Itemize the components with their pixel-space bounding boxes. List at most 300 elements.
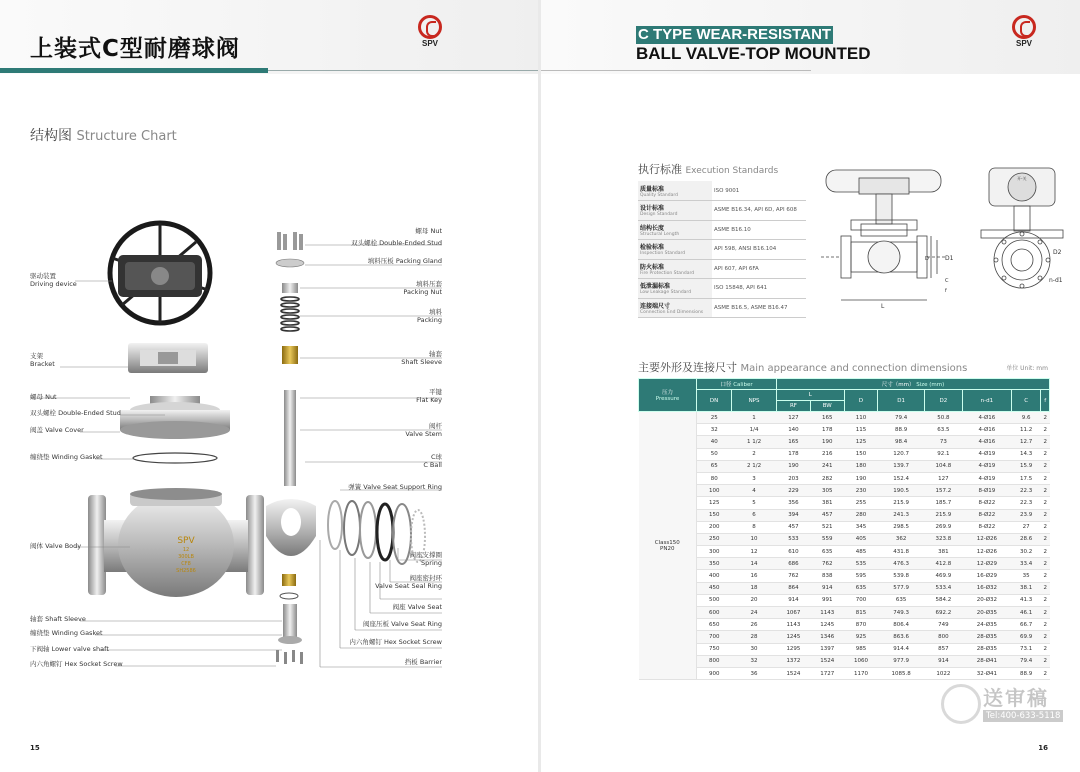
table-cell: 17.5	[1011, 472, 1041, 484]
bracket-icon	[128, 343, 208, 373]
table-cell: 28-Ø41	[962, 655, 1011, 667]
col-nps: NPS	[732, 390, 777, 412]
table-cell: 394	[777, 509, 811, 521]
table-cell: 650	[697, 619, 732, 631]
standard-value: ASME B16.10	[712, 220, 806, 240]
drawing-label-c: C	[945, 278, 949, 284]
table-cell: 65	[697, 460, 732, 472]
col-c: C	[1011, 390, 1041, 412]
table-cell: 24	[732, 607, 777, 619]
table-cell: 33.4	[1011, 558, 1041, 570]
table-cell: 73.1	[1011, 643, 1041, 655]
table-cell: 2	[1041, 497, 1050, 509]
standard-key: 设计标准 Design Standard	[638, 201, 712, 221]
table-cell: 20-Ø35	[962, 607, 1011, 619]
table-cell: 2	[1041, 412, 1050, 424]
table-cell: 28	[732, 631, 777, 643]
table-cell: 635	[878, 594, 924, 606]
table-cell: 762	[810, 558, 844, 570]
table-cell: 127	[924, 472, 962, 484]
table-cell: 10	[732, 533, 777, 545]
table-cell: 533	[777, 533, 811, 545]
label-shaft-sleeve: 轴套 Shaft Sleeve	[30, 615, 86, 623]
table-cell: 1143	[810, 607, 844, 619]
table-cell: 8-Ø22	[962, 497, 1011, 509]
table-cell: 241.3	[878, 509, 924, 521]
table-cell: 4-Ø16	[962, 412, 1011, 424]
col-d1: D1	[878, 390, 924, 412]
table-cell: 73	[924, 436, 962, 448]
table-cell: 4-Ø19	[962, 472, 1011, 484]
table-cell: 269.9	[924, 521, 962, 533]
table-cell: 1060	[844, 655, 878, 667]
table-cell: 165	[810, 412, 844, 424]
right-title-line2: BALL VALVE-TOP MOUNTED	[636, 44, 871, 63]
label-barrier: 挡板 Barrier	[404, 658, 442, 666]
valve-body-marking-size: 12	[182, 547, 190, 553]
standard-value: ISO 9001	[712, 181, 806, 201]
table-cell: 40	[697, 436, 732, 448]
table-cell: 749	[924, 619, 962, 631]
table-cell: 1397	[810, 643, 844, 655]
table-cell: 2	[1041, 607, 1050, 619]
table-cell: 1524	[777, 667, 811, 679]
table-cell: 1295	[777, 643, 811, 655]
table-cell: 36	[732, 667, 777, 679]
dimensions-table	[638, 378, 1050, 680]
right-title-line1: C TYPE WEAR-RESISTANT	[638, 26, 832, 43]
table-cell: 229	[777, 485, 811, 497]
table-cell: 1 1/2	[732, 436, 777, 448]
table-cell: 1143	[777, 619, 811, 631]
label-valve-seat-seal-ring: 阀座密封环 Valve Seat Seal Ring	[375, 574, 442, 590]
left-page-title: 上装式C型耐磨球阀	[30, 36, 240, 62]
spv-logo-mark-icon	[1012, 15, 1036, 39]
table-cell: 914	[924, 655, 962, 667]
table-cell: 559	[810, 533, 844, 545]
table-row	[639, 582, 1050, 594]
table-cell: 12-Ø26	[962, 533, 1011, 545]
drawing-label-nd1: n-d1	[1049, 277, 1063, 284]
table-cell: 4	[732, 485, 777, 497]
table-cell: 1727	[810, 667, 844, 679]
table-row	[639, 667, 1050, 679]
standards-heading-cn: 执行标准	[638, 163, 682, 176]
drawing-label-f: f	[945, 288, 947, 294]
table-cell: 35	[1011, 570, 1041, 582]
table-cell: 686	[777, 558, 811, 570]
table-row	[639, 448, 1050, 460]
table-cell: 12	[732, 546, 777, 558]
table-cell: 1170	[844, 667, 878, 679]
watermark-tel: Tel:400-633-5118	[983, 710, 1063, 722]
label-valve-cover: 阀盖 Valve Cover	[30, 426, 84, 434]
standard-value: ISO 15848, API 641	[712, 279, 806, 299]
table-row	[639, 472, 1050, 484]
standards-table	[638, 181, 806, 318]
table-cell: 298.5	[878, 521, 924, 533]
table-cell: 700	[697, 631, 732, 643]
table-cell: 323.8	[924, 533, 962, 545]
table-cell: 20	[732, 594, 777, 606]
table-row	[639, 546, 1050, 558]
table-cell: 79.4	[878, 412, 924, 424]
table-cell: 28-Ø35	[962, 631, 1011, 643]
label-bracket: 支架 Bracket	[30, 352, 55, 368]
table-cell: 32-Ø41	[962, 667, 1011, 679]
table-cell: 815	[844, 607, 878, 619]
table-cell: 2	[1041, 570, 1050, 582]
table-cell: 280	[844, 509, 878, 521]
label-valve-seat-support-ring: 弹簧 Valve Seat Support Ring	[348, 483, 442, 491]
valve-body-marking-spv: SPV	[177, 536, 195, 546]
label-flat-key: 平键 Flat Key	[416, 388, 442, 404]
col-size: 尺寸（mm） Size (mm)	[777, 379, 1050, 390]
table-cell: 27	[1011, 521, 1041, 533]
table-cell: 22.3	[1011, 497, 1041, 509]
table-cell: 914.4	[878, 643, 924, 655]
table-cell: 584.2	[924, 594, 962, 606]
table-cell: 2	[1041, 485, 1050, 497]
table-cell: 216	[810, 448, 844, 460]
table-row	[639, 424, 1050, 436]
table-cell: 900	[697, 667, 732, 679]
dimensions-heading-cn: 主要外形及连接尺寸	[638, 361, 737, 374]
table-cell: 23.9	[1011, 509, 1041, 521]
table-cell: 800	[697, 655, 732, 667]
table-cell: 800	[924, 631, 962, 643]
table-cell: 864	[777, 582, 811, 594]
table-cell: 139.7	[878, 460, 924, 472]
table-cell: 1245	[810, 619, 844, 631]
table-cell: 476.3	[878, 558, 924, 570]
table-cell: 2	[1041, 521, 1050, 533]
table-cell: 300	[697, 546, 732, 558]
structure-chart-heading-en: Structure Chart	[76, 129, 177, 144]
standards-row	[638, 220, 806, 240]
table-cell: 345	[844, 521, 878, 533]
table-cell: 350	[697, 558, 732, 570]
spv-logo-text: SPV	[1015, 39, 1032, 48]
table-cell: 2	[1041, 631, 1050, 643]
table-row	[639, 631, 1050, 643]
standards-row	[638, 259, 806, 279]
table-cell: 469.9	[924, 570, 962, 582]
table-cell: 125	[697, 497, 732, 509]
table-cell: 914	[810, 582, 844, 594]
label-stem-shaft-sleeve: 轴套 Shaft Sleeve	[401, 350, 442, 366]
standard-key: 质量标准 Quality Standard	[638, 181, 712, 201]
table-cell: 5	[732, 497, 777, 509]
table-cell: 535	[844, 558, 878, 570]
spv-logo-text: SPV	[421, 39, 438, 48]
table-cell: 539.8	[878, 570, 924, 582]
table-row	[639, 497, 1050, 509]
standards-row	[638, 181, 806, 201]
label-packing: 填料 Packing	[416, 308, 442, 324]
standards-row	[638, 201, 806, 221]
table-cell: 577.9	[878, 582, 924, 594]
table-cell: 2	[1041, 436, 1050, 448]
valve-body-marking-class: 300LB	[178, 554, 194, 560]
table-cell: 2	[1041, 424, 1050, 436]
left-page-number: 15	[30, 744, 40, 752]
spv-logo-right	[1004, 15, 1044, 52]
table-row	[639, 558, 1050, 570]
table-cell: 2 1/2	[732, 460, 777, 472]
table-cell: 255	[844, 497, 878, 509]
table-cell: 15.9	[1011, 460, 1041, 472]
col-d: D	[844, 390, 878, 412]
table-cell: 120.7	[878, 448, 924, 460]
table-row	[639, 570, 1050, 582]
table-cell: 2	[1041, 582, 1050, 594]
table-cell: 1245	[777, 631, 811, 643]
table-cell: 14	[732, 558, 777, 570]
label-hex-socket-screw: 内六角螺钉 Hex Socket Screw	[349, 638, 442, 646]
table-cell: 11.2	[1011, 424, 1041, 436]
valve-body-marking-serial: SH2586	[176, 568, 196, 574]
table-cell: 595	[844, 570, 878, 582]
table-cell: 28.6	[1011, 533, 1041, 545]
table-cell: 857	[924, 643, 962, 655]
class-cell: Class150 PN20	[639, 412, 697, 680]
table-cell: 8	[732, 521, 777, 533]
table-cell: 26	[732, 619, 777, 631]
table-cell: 190.5	[878, 485, 924, 497]
table-cell: 806.4	[878, 619, 924, 631]
standard-key: 连接端尺寸 Connection End Dimensions	[638, 298, 712, 318]
table-cell: 8-Ø22	[962, 509, 1011, 521]
table-cell: 18	[732, 582, 777, 594]
table-cell: 4-Ø19	[962, 448, 1011, 460]
table-cell: 16-Ø29	[962, 570, 1011, 582]
table-cell: 190	[810, 436, 844, 448]
table-cell: 150	[697, 509, 732, 521]
table-cell: 925	[844, 631, 878, 643]
standards-row	[638, 298, 806, 318]
table-cell: 405	[844, 533, 878, 545]
watermark-text: 送审稿	[983, 686, 1049, 710]
table-cell: 16	[732, 570, 777, 582]
table-cell: 2	[1041, 546, 1050, 558]
table-cell: 80	[697, 472, 732, 484]
table-cell: 533.4	[924, 582, 962, 594]
table-cell: 125	[844, 436, 878, 448]
table-row	[639, 607, 1050, 619]
table-cell: 450	[697, 582, 732, 594]
table-cell: 381	[924, 546, 962, 558]
table-cell: 977.9	[878, 655, 924, 667]
table-cell: 2	[1041, 619, 1050, 631]
table-cell: 92.1	[924, 448, 962, 460]
table-cell: 1346	[810, 631, 844, 643]
table-cell: 104.8	[924, 460, 962, 472]
table-cell: 63.5	[924, 424, 962, 436]
table-cell: 50	[697, 448, 732, 460]
right-page-number: 16	[1038, 744, 1048, 752]
table-cell: 838	[810, 570, 844, 582]
valve-dimension-drawing	[821, 160, 1071, 310]
table-cell: 2	[1041, 594, 1050, 606]
table-cell: 20-Ø32	[962, 594, 1011, 606]
table-cell: 66.7	[1011, 619, 1041, 631]
table-cell: 79.4	[1011, 655, 1041, 667]
table-cell: 203	[777, 472, 811, 484]
table-row	[639, 643, 1050, 655]
table-cell: 88.9	[878, 424, 924, 436]
table-cell: 8-Ø19	[962, 485, 1011, 497]
table-cell: 30	[732, 643, 777, 655]
col-n-d1: n-d1	[962, 390, 1011, 412]
table-cell: 150	[844, 448, 878, 460]
table-cell: 4-Ø16	[962, 424, 1011, 436]
label-driving-device: 驱动装置 Driving device	[30, 272, 77, 288]
table-cell: 14.3	[1011, 448, 1041, 460]
watermark-emblem-icon	[941, 684, 981, 724]
valve-body-icon	[88, 488, 264, 597]
table-cell: 457	[777, 521, 811, 533]
col-pressure: 压力 Pressure	[639, 379, 697, 412]
table-row	[639, 619, 1050, 631]
table-cell: 32	[697, 424, 732, 436]
label-winding-gasket: 缠绕垫 Winding Gasket	[30, 453, 103, 461]
table-cell: 16-Ø32	[962, 582, 1011, 594]
label-lower-valve-shaft: 下阀轴 Lower valve shaft	[30, 645, 109, 653]
table-cell: 230	[844, 485, 878, 497]
table-cell: 3	[732, 472, 777, 484]
table-cell: 152.4	[878, 472, 924, 484]
table-cell: 2	[732, 448, 777, 460]
col-d2: D2	[924, 390, 962, 412]
col-caliber: 口径 Caliber	[697, 379, 777, 390]
table-cell: 200	[697, 521, 732, 533]
table-cell: 38.1	[1011, 582, 1041, 594]
label-spring: 阀座支撑圈 Spring	[409, 551, 442, 567]
standard-value: ASME B16.5, ASME B16.47	[712, 298, 806, 318]
table-cell: 1372	[777, 655, 811, 667]
table-cell: 635	[810, 546, 844, 558]
lower-shaft-icon	[276, 574, 303, 664]
table-cell: 50.8	[924, 412, 962, 424]
table-row	[639, 485, 1050, 497]
table-cell: 110	[844, 412, 878, 424]
winding-gasket-icon	[133, 453, 217, 463]
table-cell: 700	[844, 594, 878, 606]
table-cell: 22.3	[1011, 485, 1041, 497]
drawing-label-l: L	[881, 303, 885, 310]
table-cell: 69.9	[1011, 631, 1041, 643]
table-row	[639, 594, 1050, 606]
table-cell: 457	[810, 509, 844, 521]
table-cell: 914	[777, 594, 811, 606]
table-cell: 25	[697, 412, 732, 424]
standard-key: 低泄漏标准 Low Leakage Standard	[638, 279, 712, 299]
table-cell: 30.2	[1011, 546, 1041, 558]
standard-value: API 607, API 6FA	[712, 259, 806, 279]
dimensions-heading-en: Main appearance and connection dimensions	[740, 363, 968, 374]
table-cell: 863.6	[878, 631, 924, 643]
table-cell: 165	[777, 436, 811, 448]
label-packing-gland: 填料压板 Packing Gland	[367, 257, 442, 265]
table-cell: 215.9	[878, 497, 924, 509]
table-cell: 6	[732, 509, 777, 521]
table-cell: 12.7	[1011, 436, 1041, 448]
table-cell: 1085.8	[878, 667, 924, 679]
table-cell: 140	[777, 424, 811, 436]
table-cell: 610	[777, 546, 811, 558]
table-row	[639, 533, 1050, 545]
table-cell: 185.7	[924, 497, 962, 509]
table-cell: 362	[878, 533, 924, 545]
standard-value: API 598, ANSI B16.104	[712, 240, 806, 260]
standards-row	[638, 279, 806, 299]
table-cell: 100	[697, 485, 732, 497]
table-cell: 431.8	[878, 546, 924, 558]
table-row	[639, 521, 1050, 533]
table-cell: 991	[810, 594, 844, 606]
table-cell: 2	[1041, 533, 1050, 545]
table-cell: 88.9	[1011, 667, 1041, 679]
table-cell: 41.3	[1011, 594, 1041, 606]
table-cell: 190	[777, 460, 811, 472]
table-cell: 115	[844, 424, 878, 436]
drawing-label-d2: D2	[1053, 249, 1062, 256]
label-hex-socket-screw-lower: 内六角螺钉 Hex Socket Screw	[30, 660, 123, 668]
table-cell: 9.6	[1011, 412, 1041, 424]
table-cell: 157.2	[924, 485, 962, 497]
valve-cover-icon	[120, 396, 230, 439]
table-cell: 4-Ø19	[962, 460, 1011, 472]
table-cell: 4-Ø16	[962, 436, 1011, 448]
standard-key: 结构长度 Structural Length	[638, 220, 712, 240]
unit-note: 单位 Unit: mm	[1006, 365, 1048, 372]
left-page	[0, 0, 538, 772]
table-cell: 12-Ø26	[962, 546, 1011, 558]
label-winding-gasket-lower: 缠绕垫 Winding Gasket	[30, 629, 103, 637]
table-row	[639, 436, 1050, 448]
table-cell: 190	[844, 472, 878, 484]
label-packing-nut: 填料压套 Packing Nut	[403, 280, 442, 296]
table-row	[639, 412, 1050, 424]
table-cell: 750	[697, 643, 732, 655]
standards-heading-en: Execution Standards	[685, 166, 779, 176]
table-cell: 32	[732, 655, 777, 667]
table-cell: 381	[810, 497, 844, 509]
table-cell: 1524	[810, 655, 844, 667]
standard-key: 防火标准 Fire Protection Standard	[638, 259, 712, 279]
table-cell: 8-Ø22	[962, 521, 1011, 533]
drawing-label-d: D	[925, 256, 929, 262]
table-cell: 250	[697, 533, 732, 545]
table-cell: 762	[777, 570, 811, 582]
table-cell: 127	[777, 412, 811, 424]
table-cell: 1/4	[732, 424, 777, 436]
table-cell: 2	[1041, 509, 1050, 521]
valve-body-marking-material: CF8	[181, 561, 191, 567]
label-stem-double-ended-stud: 双头螺栓 Double-Ended Stud	[351, 239, 442, 247]
handwheel-icon	[110, 223, 210, 323]
table-cell: 400	[697, 570, 732, 582]
table-cell: 1	[732, 412, 777, 424]
table-cell: 2	[1041, 655, 1050, 667]
table-cell: 46.1	[1011, 607, 1041, 619]
structure-chart-heading-cn: 结构图	[30, 128, 72, 144]
table-cell: 412.8	[924, 558, 962, 570]
table-cell: 500	[697, 594, 732, 606]
table-cell: 12-Ø29	[962, 558, 1011, 570]
table-cell: 180	[844, 460, 878, 472]
